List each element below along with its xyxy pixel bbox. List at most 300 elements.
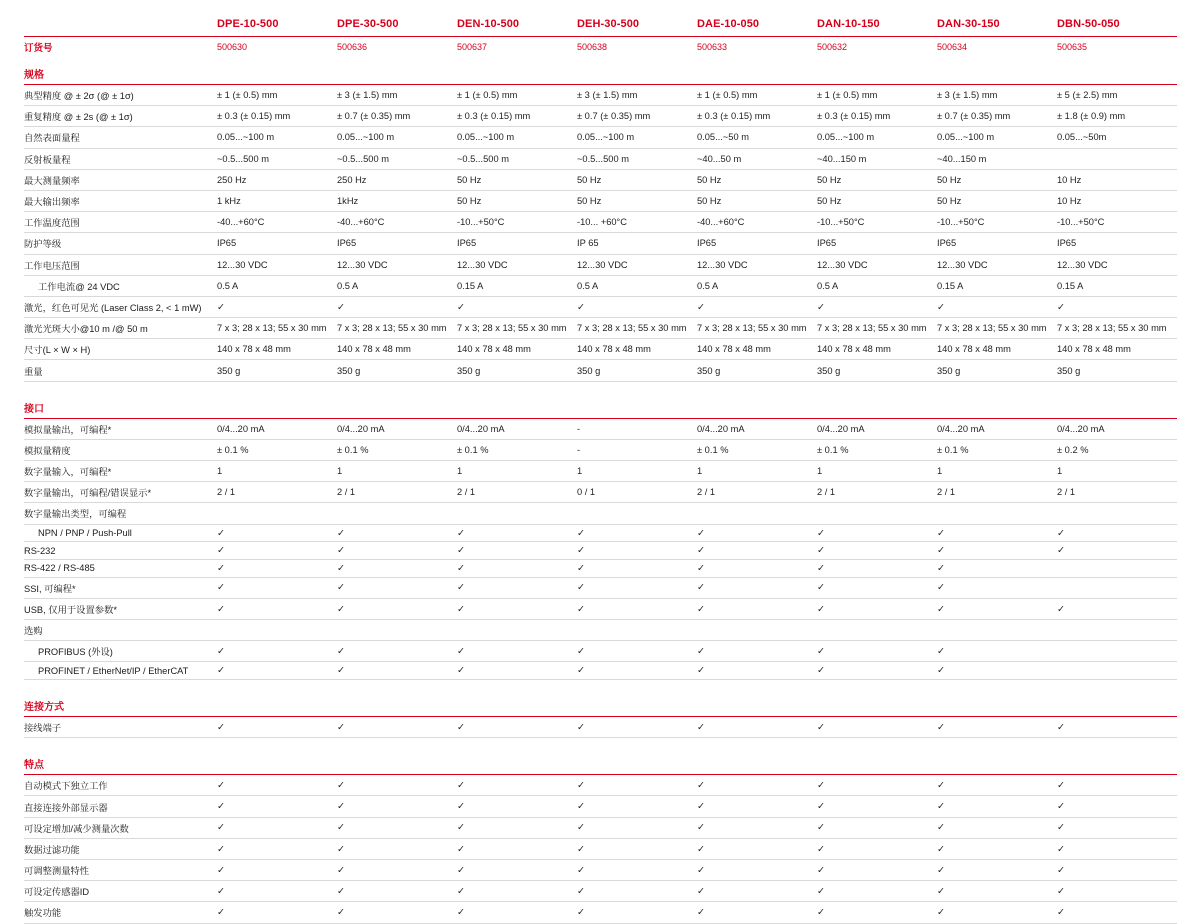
row-label: 反射板量程 (24, 148, 217, 169)
row-value (697, 902, 817, 923)
row-value (337, 577, 457, 598)
row-value (697, 503, 817, 524)
checkmark-icon: ✓ (697, 907, 705, 919)
checkmark-icon: ✓ (937, 582, 945, 594)
checkmark-icon: ✓ (817, 563, 825, 575)
checkmark-icon: ✓ (937, 603, 945, 615)
checkmark-icon: ✓ (217, 801, 225, 813)
checkmark-icon: ✓ (577, 843, 585, 855)
checkmark-icon: ✓ (937, 843, 945, 855)
row-value (817, 796, 937, 817)
row-value (337, 881, 457, 902)
row-value: 0.15 A (937, 275, 1057, 296)
row-value (217, 503, 337, 524)
row-value (1057, 620, 1177, 641)
table-row (24, 339, 1177, 360)
row-value (697, 775, 817, 796)
checkmark-icon: ✓ (817, 780, 825, 792)
row-value (577, 542, 697, 560)
checkmark-icon: ✓ (697, 527, 705, 539)
table-row (24, 559, 1177, 577)
checkmark-icon: ✓ (577, 907, 585, 919)
row-value: 0/4...20 mA (457, 418, 577, 439)
row-value: ± 1 (± 0.5) mm (817, 85, 937, 106)
row-value (817, 860, 937, 881)
row-value: ~40...150 m (937, 148, 1057, 169)
checkmark-icon: ✓ (1057, 545, 1065, 557)
checkmark-icon: ✓ (1057, 780, 1065, 792)
row-value (1057, 503, 1177, 524)
checkmark-icon: ✓ (577, 527, 585, 539)
row-label: 重复精度 @ ± 2s (@ ± 1σ) (24, 106, 217, 127)
row-label: 模拟量输出，可编程* (24, 418, 217, 439)
row-value: ± 0.7 (± 0.35) mm (577, 106, 697, 127)
table-row (24, 860, 1177, 881)
row-value (697, 817, 817, 838)
checkmark-icon: ✓ (937, 780, 945, 792)
row-value (937, 796, 1057, 817)
checkmark-icon: ✓ (1057, 301, 1065, 313)
row-value (457, 775, 577, 796)
row-value: IP65 (337, 233, 457, 254)
checkmark-icon: ✓ (577, 582, 585, 594)
row-value (337, 817, 457, 838)
row-value: 12...30 VDC (697, 254, 817, 275)
row-value: - (577, 439, 697, 460)
row-value: 0.5 A (577, 275, 697, 296)
row-value: 140 x 78 x 48 mm (577, 339, 697, 360)
checkmark-icon: ✓ (337, 801, 345, 813)
row-value: 7 x 3; 28 x 13; 55 x 30 mm (217, 318, 337, 339)
checkmark-icon: ✓ (697, 801, 705, 813)
row-value (817, 542, 937, 560)
row-value: 12...30 VDC (577, 254, 697, 275)
row-value (337, 524, 457, 542)
row-value: ± 0.3 (± 0.15) mm (217, 106, 337, 127)
row-value: 2 / 1 (1057, 482, 1177, 503)
row-value: 2 / 1 (457, 482, 577, 503)
row-value (217, 662, 337, 680)
checkmark-icon: ✓ (457, 527, 465, 539)
checkmark-icon: ✓ (337, 603, 345, 615)
checkmark-icon: ✓ (817, 603, 825, 615)
row-value: IP65 (697, 233, 817, 254)
row-value: ± 0.2 % (1057, 439, 1177, 460)
row-value (217, 796, 337, 817)
checkmark-icon: ✓ (817, 907, 825, 919)
row-value: 1 (937, 461, 1057, 482)
row-value: 0.5 A (697, 275, 817, 296)
checkmark-icon: ✓ (217, 603, 225, 615)
row-value: ± 1 (± 0.5) mm (697, 85, 817, 106)
row-value: ± 0.3 (± 0.15) mm (697, 106, 817, 127)
row-value (817, 503, 937, 524)
row-value (697, 296, 817, 317)
checkmark-icon: ✓ (457, 801, 465, 813)
checkmark-icon: ✓ (577, 721, 585, 733)
checkmark-icon: ✓ (577, 886, 585, 898)
checkmark-icon: ✓ (217, 545, 225, 557)
row-value (217, 620, 337, 641)
section-spacer-cell (24, 680, 1177, 690)
row-value: 1 (697, 461, 817, 482)
row-value: ± 5 (± 2.5) mm (1057, 85, 1177, 106)
row-label: 最大输出频率 (24, 190, 217, 211)
row-value (457, 577, 577, 598)
row-value: 12...30 VDC (1057, 254, 1177, 275)
row-value: -40...+60°C (337, 212, 457, 233)
table-row (24, 542, 1177, 560)
row-value (937, 503, 1057, 524)
row-value (1057, 860, 1177, 881)
checkmark-icon: ✓ (337, 665, 345, 677)
row-value (817, 559, 937, 577)
checkmark-icon: ✓ (1057, 864, 1065, 876)
row-value: 0.05...~100 m (937, 127, 1057, 148)
row-value (817, 524, 937, 542)
checkmark-icon: ✓ (337, 886, 345, 898)
checkmark-icon: ✓ (817, 886, 825, 898)
table-row (24, 85, 1177, 106)
row-value (337, 775, 457, 796)
table-row (24, 275, 1177, 296)
row-value (937, 662, 1057, 680)
row-value: ~0.5...500 m (337, 148, 457, 169)
row-label: 接线端子 (24, 717, 217, 738)
row-value: ± 3 (± 1.5) mm (337, 85, 457, 106)
checkmark-icon: ✓ (697, 301, 705, 313)
row-value: 50 Hz (817, 169, 937, 190)
checkmark-icon: ✓ (217, 646, 225, 658)
table-row (24, 482, 1177, 503)
checkmark-icon: ✓ (1057, 907, 1065, 919)
row-value: 350 g (817, 360, 937, 381)
row-value (457, 524, 577, 542)
row-value: 50 Hz (457, 190, 577, 211)
row-value: 140 x 78 x 48 mm (457, 339, 577, 360)
row-value: 1 (1057, 461, 1177, 482)
row-value: ± 0.3 (± 0.15) mm (817, 106, 937, 127)
order-number-row (24, 37, 1177, 57)
row-label: 直接连接外部显示器 (24, 796, 217, 817)
checkmark-icon: ✓ (337, 301, 345, 313)
row-value: ± 0.1 % (697, 439, 817, 460)
row-value (937, 902, 1057, 923)
section-title-row (24, 747, 1177, 775)
row-value: 2 / 1 (817, 482, 937, 503)
checkmark-icon: ✓ (1057, 843, 1065, 855)
table-row (24, 524, 1177, 542)
row-value: 250 Hz (217, 169, 337, 190)
row-value (577, 775, 697, 796)
row-value: 0/4...20 mA (697, 418, 817, 439)
row-value (457, 542, 577, 560)
header-label-cell (24, 18, 217, 37)
row-value: 0.5 A (337, 275, 457, 296)
table-row (24, 212, 1177, 233)
checkmark-icon: ✓ (697, 843, 705, 855)
row-value (697, 662, 817, 680)
row-label: RS-422 / RS-485 (24, 559, 217, 577)
checkmark-icon: ✓ (217, 301, 225, 313)
row-value: IP 65 (577, 233, 697, 254)
row-value: 10 Hz (1057, 169, 1177, 190)
row-value (817, 881, 937, 902)
checkmark-icon: ✓ (937, 301, 945, 313)
row-value: 140 x 78 x 48 mm (337, 339, 457, 360)
row-value (817, 577, 937, 598)
row-value: 0/4...20 mA (217, 418, 337, 439)
row-value: -40...+60°C (697, 212, 817, 233)
row-value: 2 / 1 (937, 482, 1057, 503)
row-label: 激光，红色可见光 (Laser Class 2, < 1 mW) (24, 296, 217, 317)
row-value: 350 g (457, 360, 577, 381)
checkmark-icon: ✓ (217, 527, 225, 539)
row-value (577, 641, 697, 662)
section-title: 接口 (24, 391, 1177, 419)
checkmark-icon: ✓ (817, 545, 825, 557)
row-value: 350 g (697, 360, 817, 381)
row-value: 1 (577, 461, 697, 482)
row-value (457, 559, 577, 577)
row-label: 自然表面量程 (24, 127, 217, 148)
row-value: 7 x 3; 28 x 13; 55 x 30 mm (577, 318, 697, 339)
checkmark-icon: ✓ (817, 864, 825, 876)
table-row (24, 127, 1177, 148)
order-number-value: 500633 (697, 42, 728, 52)
row-value (577, 598, 697, 619)
column-header-dae-10-050: DAE-10-050 (697, 18, 760, 30)
checkmark-icon: ✓ (697, 545, 705, 557)
checkmark-icon: ✓ (937, 545, 945, 557)
row-label: NPN / PNP / Push-Pull (24, 524, 217, 542)
row-label: 重量 (24, 360, 217, 381)
row-value: 350 g (337, 360, 457, 381)
row-value (817, 620, 937, 641)
row-value (937, 860, 1057, 881)
row-value (937, 641, 1057, 662)
row-value: -10...+50°C (817, 212, 937, 233)
column-header-deh-30-500: DEH-30-500 (577, 18, 640, 30)
row-value (577, 796, 697, 817)
row-value (457, 717, 577, 738)
row-value: ± 0.7 (± 0.35) mm (337, 106, 457, 127)
checkmark-icon: ✓ (937, 864, 945, 876)
row-value: -10...+50°C (1057, 212, 1177, 233)
table-row (24, 662, 1177, 680)
row-value (457, 817, 577, 838)
column-header-dpe-30-500: DPE-30-500 (337, 18, 399, 30)
row-value (577, 662, 697, 680)
checkmark-icon: ✓ (337, 527, 345, 539)
row-value (937, 775, 1057, 796)
table-header-row (24, 18, 1177, 37)
table-row (24, 817, 1177, 838)
row-label: 尺寸(L × W × H) (24, 339, 217, 360)
row-value: 7 x 3; 28 x 13; 55 x 30 mm (697, 318, 817, 339)
row-value: ± 0.1 % (337, 439, 457, 460)
row-value (217, 775, 337, 796)
section-title: 连接方式 (24, 689, 1177, 717)
section-spacer (24, 381, 1177, 391)
section-spacer (24, 680, 1177, 690)
row-label: 模拟量精度 (24, 439, 217, 460)
row-value (1057, 902, 1177, 923)
checkmark-icon: ✓ (217, 843, 225, 855)
table-row (24, 620, 1177, 641)
row-value (817, 717, 937, 738)
row-value (337, 542, 457, 560)
checkmark-icon: ✓ (217, 563, 225, 575)
row-label: 典型精度 @ ± 2σ (@ ± 1σ) (24, 85, 217, 106)
row-value (337, 860, 457, 881)
row-label: 最大测量频率 (24, 169, 217, 190)
order-number-value: 500630 (217, 42, 248, 52)
row-label: USB, 仅用于设置参数* (24, 598, 217, 619)
row-value (817, 296, 937, 317)
column-header-dpe-10-500: DPE-10-500 (217, 18, 279, 30)
row-value: 140 x 78 x 48 mm (1057, 339, 1177, 360)
row-label: 自动模式下独立工作 (24, 775, 217, 796)
row-value (337, 559, 457, 577)
row-value (217, 542, 337, 560)
table-row (24, 503, 1177, 524)
row-value (1057, 775, 1177, 796)
row-value (1057, 598, 1177, 619)
product-specification-table (24, 18, 1177, 924)
row-value: 0/4...20 mA (337, 418, 457, 439)
row-value (817, 641, 937, 662)
row-value: ~40...50 m (697, 148, 817, 169)
checkmark-icon: ✓ (697, 665, 705, 677)
row-value (1057, 296, 1177, 317)
checkmark-icon: ✓ (457, 864, 465, 876)
row-value: ± 0.3 (± 0.15) mm (457, 106, 577, 127)
checkmark-icon: ✓ (937, 907, 945, 919)
row-value (1057, 524, 1177, 542)
row-value: ~0.5...500 m (577, 148, 697, 169)
section-title-row (24, 689, 1177, 717)
checkmark-icon: ✓ (577, 563, 585, 575)
row-value (937, 296, 1057, 317)
row-value: 7 x 3; 28 x 13; 55 x 30 mm (1057, 318, 1177, 339)
checkmark-icon: ✓ (577, 801, 585, 813)
row-label: 工作温度范围 (24, 212, 217, 233)
row-value: 0.05...~50 m (697, 127, 817, 148)
row-value (937, 577, 1057, 598)
checkmark-icon: ✓ (217, 780, 225, 792)
checkmark-icon: ✓ (817, 801, 825, 813)
checkmark-icon: ✓ (457, 646, 465, 658)
row-value (1057, 577, 1177, 598)
checkmark-icon: ✓ (457, 721, 465, 733)
row-value: IP65 (817, 233, 937, 254)
row-value: ± 0.7 (± 0.35) mm (937, 106, 1057, 127)
row-value: -40...+60°C (217, 212, 337, 233)
checkmark-icon: ✓ (217, 864, 225, 876)
section-title: 特点 (24, 747, 1177, 775)
row-value: 0.15 A (457, 275, 577, 296)
checkmark-icon: ✓ (1057, 527, 1065, 539)
checkmark-icon: ✓ (577, 301, 585, 313)
checkmark-icon: ✓ (337, 864, 345, 876)
row-value: 1 kHz (217, 190, 337, 211)
row-value (1057, 796, 1177, 817)
row-value: 50 Hz (937, 169, 1057, 190)
row-value: 0.05...~100 m (577, 127, 697, 148)
row-value: -10...+50°C (937, 212, 1057, 233)
checkmark-icon: ✓ (697, 886, 705, 898)
row-value: ± 0.1 % (817, 439, 937, 460)
row-value: 0.05...~100 m (817, 127, 937, 148)
row-label: RS-232 (24, 542, 217, 560)
row-value: 7 x 3; 28 x 13; 55 x 30 mm (817, 318, 937, 339)
checkmark-icon: ✓ (577, 665, 585, 677)
row-value (697, 860, 817, 881)
row-value: 50 Hz (457, 169, 577, 190)
checkmark-icon: ✓ (1057, 721, 1065, 733)
row-value (1057, 148, 1177, 169)
row-value: IP65 (217, 233, 337, 254)
row-value: 0.05...~100 m (457, 127, 577, 148)
row-label: 数字量输出类型，可编程 (24, 503, 217, 524)
row-value: 7 x 3; 28 x 13; 55 x 30 mm (937, 318, 1057, 339)
row-value: 1 (217, 461, 337, 482)
row-value: 250 Hz (337, 169, 457, 190)
checkmark-icon: ✓ (817, 582, 825, 594)
table-row (24, 254, 1177, 275)
row-value: 0.05...~100 m (337, 127, 457, 148)
row-value: - (577, 418, 697, 439)
table-row (24, 775, 1177, 796)
row-value: 350 g (937, 360, 1057, 381)
table-row (24, 439, 1177, 460)
row-label: SSI, 可编程* (24, 577, 217, 598)
row-value (577, 620, 697, 641)
row-value (337, 503, 457, 524)
row-value: 140 x 78 x 48 mm (217, 339, 337, 360)
row-value: 350 g (1057, 360, 1177, 381)
table-row (24, 418, 1177, 439)
table-body (24, 18, 1177, 923)
row-value: 7 x 3; 28 x 13; 55 x 30 mm (457, 318, 577, 339)
row-value: 50 Hz (577, 190, 697, 211)
row-value (1057, 542, 1177, 560)
checkmark-icon: ✓ (697, 563, 705, 575)
row-value: ± 1 (± 0.5) mm (457, 85, 577, 106)
checkmark-icon: ✓ (817, 822, 825, 834)
row-value: 2 / 1 (337, 482, 457, 503)
row-value: ± 1 (± 0.5) mm (217, 85, 337, 106)
row-value (217, 559, 337, 577)
checkmark-icon: ✓ (577, 864, 585, 876)
checkmark-icon: ✓ (217, 721, 225, 733)
order-number-value: 500632 (817, 42, 848, 52)
column-header-dan-30-150: DAN-30-150 (937, 18, 1000, 30)
checkmark-icon: ✓ (1057, 886, 1065, 898)
row-label: 数字量输出，可编程/错误显示* (24, 482, 217, 503)
row-label: 选购 (24, 620, 217, 641)
row-value (697, 881, 817, 902)
row-value (337, 296, 457, 317)
row-value: 140 x 78 x 48 mm (937, 339, 1057, 360)
checkmark-icon: ✓ (697, 864, 705, 876)
row-label: 激光光斑大小@10 m /@ 50 m (24, 318, 217, 339)
table-row (24, 106, 1177, 127)
row-label: 工作电压范围 (24, 254, 217, 275)
row-value (337, 717, 457, 738)
checkmark-icon: ✓ (457, 843, 465, 855)
